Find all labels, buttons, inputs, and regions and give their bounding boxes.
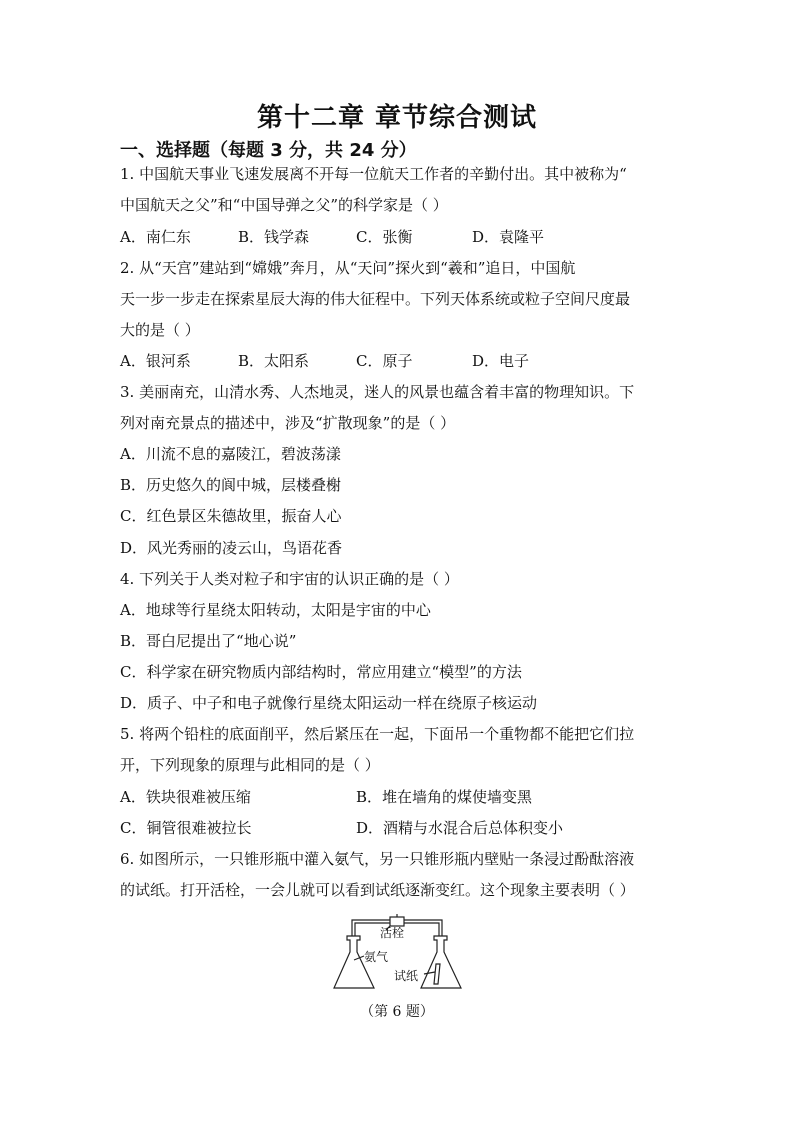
q2-stem-line1: 2. 从“天宫”建站到“嫦娥”奔月，从“天问”探火到“羲和”追日，中国航 (120, 259, 576, 277)
test-paper-strip (434, 964, 440, 984)
q4-option-c: C．科学家在研究物质内部结构时，常应用建立“模型”的方法 (120, 663, 522, 681)
q5-option-c: C．铜管很难被拉长 (120, 819, 252, 837)
q1-option-c: C．张衡 (356, 228, 413, 246)
q2-option-b: B．太阳系 (238, 352, 310, 370)
q3-option-b: B．历史悠久的阆中城，层楼叠榭 (120, 476, 342, 494)
q5-stem-line1: 5. 将两个铅柱的底面削平，然后紧压在一起，下面吊一个重物都不能把它们拉 (120, 725, 635, 743)
q3-stem-line2: 列对南充景点的描述中，涉及“扩散现象”的是（ ） (120, 414, 456, 432)
q1-option-a: A．南仁东 (120, 228, 191, 246)
q2-option-c: C．原子 (356, 352, 413, 370)
q3-option-a: A．川流不息的嘉陵江，碧波荡漾 (120, 445, 341, 463)
q1-stem-line1: 1. 中国航天事业飞速发展离不开每一位航天工作者的辛勤付出。其中被称为“ (120, 165, 627, 183)
figure-caption: （第 6 题） (360, 1004, 434, 1020)
q5-option-b: B．堆在墙角的煤使墙变黑 (356, 788, 533, 806)
q5-option-d: D．酒精与水混合后总体积变小 (356, 819, 564, 837)
q3-option-d: D．风光秀丽的凌云山，鸟语花香 (120, 539, 343, 557)
valve-label: 活栓 (380, 926, 405, 940)
q6-stem-line1: 6. 如图所示，一只锥形瓶中灌入氨气，另一只锥形瓶内壁贴一条浸过酚酞溶液 (120, 850, 635, 868)
q5-option-a: A．铁块很难被压缩 (120, 788, 251, 806)
page-title: 第十二章 章节综合测试 (256, 103, 538, 133)
q1-stem-line2: 中国航天之父”和“中国导弹之父”的科学家是（ ） (120, 196, 448, 214)
right-flask (421, 936, 461, 988)
test-paper-label: 试纸 (394, 969, 419, 983)
q2-stem-line3: 大的是（ ） (120, 321, 200, 339)
ammonia-label: 氨气 (364, 950, 389, 964)
q4-stem: 4. 下列关于人类对粒子和宇宙的认识正确的是（ ） (120, 570, 459, 588)
flask-apparatus-figure (330, 914, 466, 994)
q6-stem-line2: 的试纸。打开活栓，一会儿就可以看到试纸逐渐变红。这个现象主要表明（ ） (120, 881, 635, 899)
section-heading: 一、选择题（每题 3 分，共 24 分） (120, 140, 417, 161)
q5-stem-line2: 开，下列现象的原理与此相同的是（ ） (120, 756, 380, 774)
q4-option-a: A．地球等行星绕太阳转动，太阳是宇宙的中心 (120, 601, 431, 619)
q3-option-c: C．红色景区朱德故里，振奋人心 (120, 507, 342, 525)
valve-icon (390, 917, 404, 926)
q4-option-d: D．质子、中子和电子就像行星绕太阳运动一样在绕原子核运动 (120, 694, 538, 712)
q3-stem-line1: 3. 美丽南充，山清水秀、人杰地灵，迷人的风景也蕴含着丰富的物理知识。下 (120, 383, 635, 401)
q2-option-a: A．银河系 (120, 352, 191, 370)
q1-option-b: B．钱学森 (238, 228, 310, 246)
q2-stem-line2: 天一步一步走在探索星辰大海的伟大征程中。下列天体系统或粒子空间尺度最 (120, 290, 631, 308)
q2-option-d: D．电子 (472, 352, 530, 370)
q1-option-d: D．袁隆平 (472, 228, 545, 246)
q4-option-b: B．哥白尼提出了“地心说” (120, 632, 297, 650)
